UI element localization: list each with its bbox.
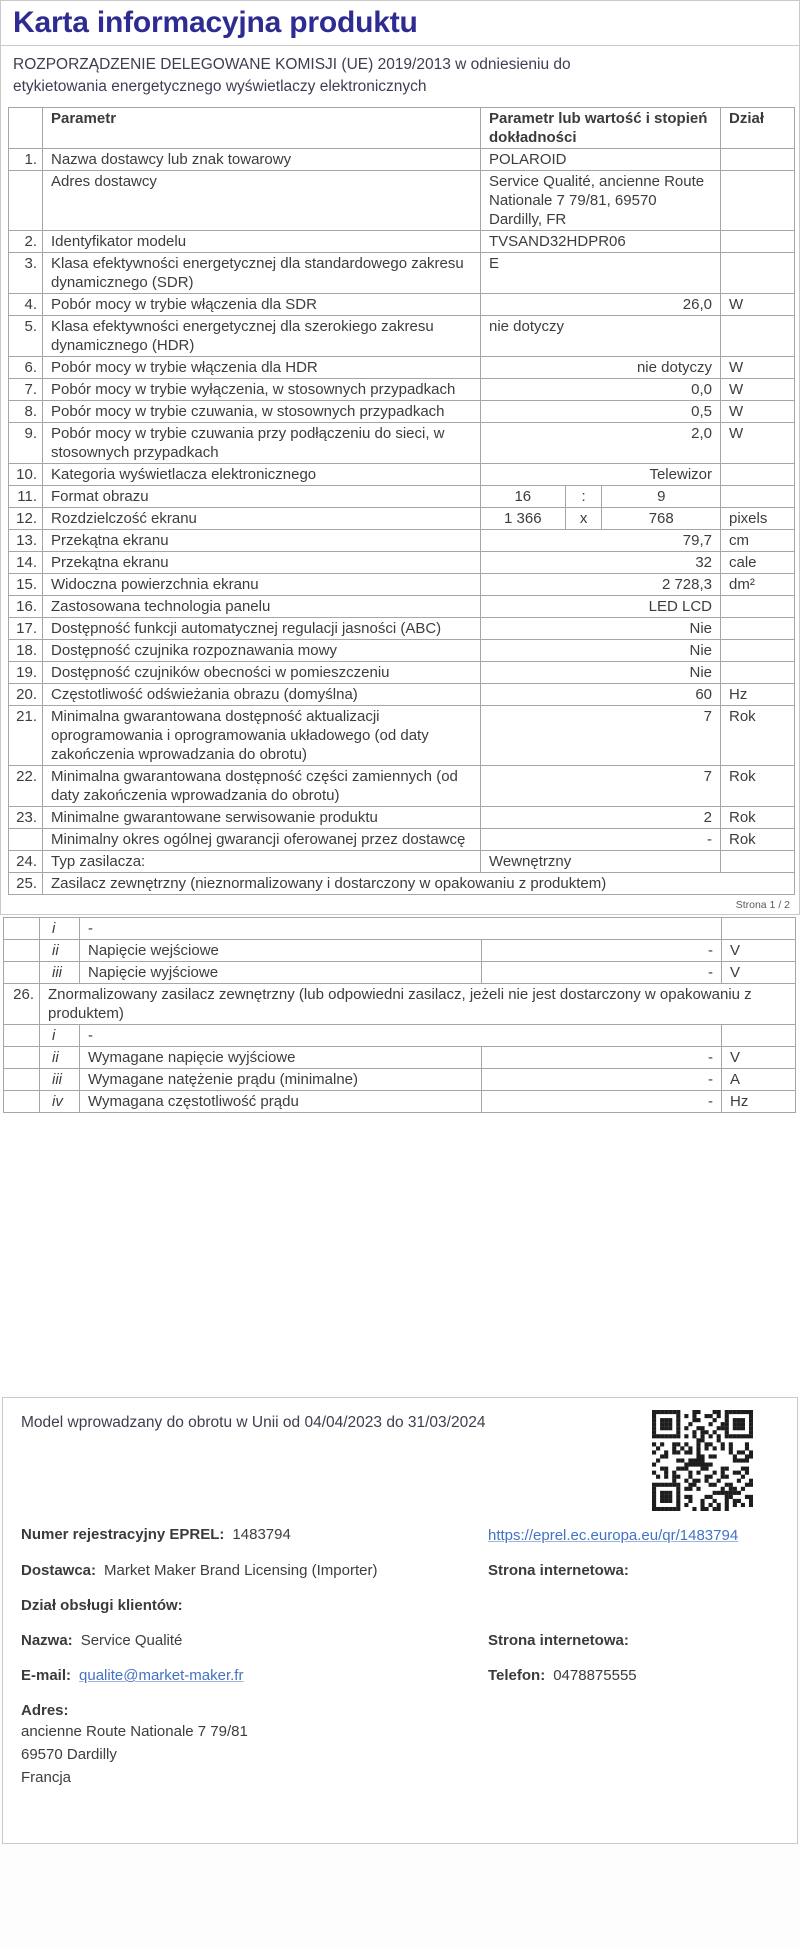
row-value: 32 — [481, 552, 721, 574]
row-number: 20. — [9, 684, 43, 706]
row-value: 7 — [481, 766, 721, 807]
row-subindex: ii — [40, 1047, 80, 1069]
parameters-table — [8, 107, 795, 895]
row-parameter: Wymagane natężenie prądu (minimalne) — [80, 1069, 482, 1091]
row-unit: cale — [721, 552, 795, 574]
table-row — [4, 984, 796, 1025]
eprel-label: Numer rejestracyjny EPREL: — [21, 1526, 225, 1543]
row-unit: Rok — [721, 807, 795, 829]
table-header-row — [9, 108, 795, 149]
row-number — [4, 962, 40, 984]
row-number: 11. — [9, 486, 43, 508]
row-number: 16. — [9, 596, 43, 618]
row-number: 13. — [9, 530, 43, 552]
row-number: 14. — [9, 552, 43, 574]
row-unit: W — [721, 423, 795, 464]
row-unit: Rok — [721, 829, 795, 851]
row-parameter: Przekątna ekranu — [43, 530, 481, 552]
table-row — [4, 918, 796, 940]
row-unit: A — [722, 1069, 796, 1091]
row-number: 4. — [9, 294, 43, 316]
table-row — [9, 851, 795, 873]
row-parameter: Minimalny okres ogólnej gwarancji oferowanej przez dostawcę — [43, 829, 481, 851]
row-number: 6. — [9, 357, 43, 379]
row-unit — [721, 171, 795, 231]
row-subvalue: 9 — [601, 486, 720, 507]
row-parameter: - — [80, 918, 722, 940]
row-value: 79,7 — [481, 530, 721, 552]
table-row — [9, 423, 795, 464]
header-parameter: Parametr — [43, 108, 481, 149]
row-unit: W — [721, 357, 795, 379]
footer-box — [2, 1397, 798, 1844]
row-subvalue: 16 — [514, 488, 532, 505]
row-number: 5. — [9, 316, 43, 357]
table-row — [9, 596, 795, 618]
row-number: 3. — [9, 253, 43, 294]
row-parameter: Adres dostawcy — [43, 171, 481, 231]
table-row — [4, 1047, 796, 1069]
row-number — [4, 1025, 40, 1047]
row-number — [4, 1069, 40, 1091]
row-unit — [722, 1025, 796, 1047]
row-unit: V — [722, 1047, 796, 1069]
customer-service-label: Dział obsługi klientów: — [21, 1597, 183, 1614]
row-value: - — [482, 1091, 722, 1113]
row-unit: V — [722, 962, 796, 984]
row-value: 0,5 — [481, 401, 721, 423]
row-number: 7. — [9, 379, 43, 401]
table-row — [9, 149, 795, 171]
row-value: Nie — [481, 640, 721, 662]
row-number: 12. — [9, 508, 43, 530]
eprel-row — [21, 1524, 779, 1547]
row-unit — [721, 662, 795, 684]
row-number: 8. — [9, 401, 43, 423]
table-row — [9, 357, 795, 379]
table-row — [9, 530, 795, 552]
row-parameter: Nazwa dostawcy lub znak towarowy — [43, 149, 481, 171]
row-parameter: Kategoria wyświetlacza elektronicznego — [43, 464, 481, 486]
row-parameter: Pobór mocy w trybie wyłączenia, w stosownych przypadkach — [43, 379, 481, 401]
address-line: 69570 Dardilly — [21, 1746, 117, 1763]
table-row — [4, 1025, 796, 1047]
table-row — [9, 316, 795, 357]
product-fiche-page-1 — [0, 0, 800, 915]
row-subindex: iv — [40, 1091, 80, 1113]
row-unit: W — [721, 294, 795, 316]
row-parameter: Klasa efektywności energetycznej dla szerokiego zakresu dynamicznego (HDR) — [43, 316, 481, 357]
regulation-subtitle: ROZPORZĄDZENIE DELEGOWANE KOMISJI (UE) 2019/2013 w odniesieniu do etykietowania energetycznego wyświetlaczy elektronicznych — [13, 56, 571, 95]
row-parameter: Napięcie wejściowe — [80, 940, 482, 962]
row-value: 60 — [481, 684, 721, 706]
row-value: 0,0 — [481, 379, 721, 401]
name-row — [21, 1630, 779, 1652]
row-value: Wewnętrzny — [481, 851, 721, 873]
table-row — [9, 552, 795, 574]
row-unit — [721, 316, 795, 357]
row-subindex: i — [40, 1025, 80, 1047]
row-number: 19. — [9, 662, 43, 684]
table-row — [9, 464, 795, 486]
row-parameter: Dostępność czujnika rozpoznawania mowy — [43, 640, 481, 662]
row-number — [4, 1091, 40, 1113]
row-subindex: iii — [40, 962, 80, 984]
row-parameter: Zastosowana technologia panelu — [43, 596, 481, 618]
row-parameter: Częstotliwość odświeżania obrazu (domyślna) — [43, 684, 481, 706]
row-value: LED LCD — [481, 596, 721, 618]
row-value: - — [481, 829, 721, 851]
header-value: Parametr lub wartość i stopień dokładności — [481, 108, 721, 149]
address-line: Francja — [21, 1769, 72, 1786]
row-number — [4, 918, 40, 940]
contact-section — [21, 1524, 779, 1789]
row-subindex: i — [40, 918, 80, 940]
row-unit: V — [722, 940, 796, 962]
row-subvalue: x — [565, 508, 602, 529]
table-row — [4, 1069, 796, 1091]
row-parameter: Minimalna gwarantowana dostępność aktualizacji oprogramowania i oprogramowania układowego (od daty zakończenia wprowadzania do obrotu) — [43, 706, 481, 766]
table-row — [9, 171, 795, 231]
table-row — [9, 662, 795, 684]
table-row — [9, 231, 795, 253]
row-parameter: Wymagana częstotliwość prądu — [80, 1091, 482, 1113]
row-unit: dm² — [721, 574, 795, 596]
page-indicator: Strona 1 / 2 — [735, 899, 790, 911]
row-unit: Rok — [721, 766, 795, 807]
table-row — [9, 807, 795, 829]
table-row — [9, 684, 795, 706]
email-label: E-mail: — [21, 1667, 72, 1684]
email-row — [21, 1665, 779, 1687]
row-unit: cm — [721, 530, 795, 552]
row-value: 2 728,3 — [481, 574, 721, 596]
row-parameter: Widoczna powierzchnia ekranu — [43, 574, 481, 596]
row-subvalue: 1 366 — [504, 510, 542, 527]
row-value: - — [482, 962, 722, 984]
row-number: 26. — [4, 984, 40, 1025]
row-number: 22. — [9, 766, 43, 807]
row-subindex: ii — [40, 940, 80, 962]
row-unit — [721, 464, 795, 486]
eprel-number: 1483794 — [232, 1526, 291, 1543]
table-row — [9, 829, 795, 851]
page-title: Karta informacyjna produktu — [1, 1, 799, 46]
row-parameter: Minimalna gwarantowana dostępność części zamiennych (od daty zakończenia wprowadzania do obrotu) — [43, 766, 481, 807]
row-unit — [721, 596, 795, 618]
table-row — [9, 294, 795, 316]
table-row — [9, 706, 795, 766]
row-unit: pixels — [721, 508, 795, 530]
row-parameter: Zasilacz zewnętrzny (nieznormalizowany i dostarczony w opakowaniu z produktem) — [43, 873, 795, 895]
row-unit — [721, 486, 795, 508]
row-number: 17. — [9, 618, 43, 640]
header-number-cell — [9, 108, 43, 149]
row-parameter: Klasa efektywności energetycznej dla standardowego zakresu dynamicznego (SDR) — [43, 253, 481, 294]
row-number: 25. — [9, 873, 43, 895]
table-row — [9, 253, 795, 294]
row-value: Telewizor — [481, 464, 721, 486]
header-unit: Dział — [721, 108, 795, 149]
row-subvalue: 768 — [601, 508, 720, 529]
row-unit: Hz — [722, 1091, 796, 1113]
row-unit: Rok — [721, 706, 795, 766]
row-number — [4, 1047, 40, 1069]
row-unit — [721, 618, 795, 640]
row-value: 2 — [481, 807, 721, 829]
row-number: 23. — [9, 807, 43, 829]
table-row — [4, 1091, 796, 1113]
table-row — [9, 618, 795, 640]
table-row — [9, 873, 795, 895]
row-number: 24. — [9, 851, 43, 873]
row-unit: Hz — [721, 684, 795, 706]
supplier-value: Market Maker Brand Licensing (Importer) — [104, 1562, 378, 1579]
row-value: POLAROID — [481, 149, 721, 171]
row-value: 26,0 — [481, 294, 721, 316]
name-label: Nazwa: — [21, 1632, 73, 1649]
row-value: - — [482, 1069, 722, 1091]
page-gap — [0, 1113, 800, 1391]
address-block — [21, 1720, 779, 1789]
address-label: Adres: — [21, 1702, 69, 1719]
name-value: Service Qualité — [80, 1632, 183, 1649]
row-parameter: Pobór mocy w trybie włączenia dla SDR — [43, 294, 481, 316]
table-row — [9, 766, 795, 807]
row-parameter: Format obrazu — [43, 486, 481, 508]
row-subindex: iii — [40, 1069, 80, 1091]
row-parameter: Identyfikator modelu — [43, 231, 481, 253]
row-number: 10. — [9, 464, 43, 486]
row-unit — [721, 851, 795, 873]
row-value: Service Qualité, ancienne Route Nationale 7 79/81, 69570 Dardilly, FR — [481, 171, 721, 231]
customer-service-row — [21, 1595, 779, 1617]
row-number: 2. — [9, 231, 43, 253]
row-parameter: - — [80, 1025, 722, 1047]
table-row — [4, 940, 796, 962]
row-parameter: Dostępność funkcji automatycznej regulacji jasności (ABC) — [43, 618, 481, 640]
address-row — [21, 1700, 779, 1722]
row-number: 9. — [9, 423, 43, 464]
row-unit — [721, 253, 795, 294]
row-number: 18. — [9, 640, 43, 662]
row-value: nie dotyczy — [481, 316, 721, 357]
row-parameter: Pobór mocy w trybie czuwania przy podłączeniu do sieci, w stosownych przypadkach — [43, 423, 481, 464]
row-parameter: Wymagane napięcie wyjściowe — [80, 1047, 482, 1069]
qr-code — [652, 1410, 753, 1511]
continuation-table — [3, 917, 796, 1113]
row-parameter: Pobór mocy w trybie włączenia dla HDR — [43, 357, 481, 379]
row-parameter: Dostępność czujników obecności w pomieszczeniu — [43, 662, 481, 684]
supplier-row — [21, 1560, 779, 1582]
row-parameter: Pobór mocy w trybie czuwania, w stosownych przypadkach — [43, 401, 481, 423]
row-parameter: Napięcie wyjściowe — [80, 962, 482, 984]
website-label: Strona internetowa: — [488, 1562, 629, 1579]
row-unit — [722, 918, 796, 940]
row-value: E — [481, 253, 721, 294]
row-unit: W — [721, 401, 795, 423]
table-row — [9, 640, 795, 662]
table-row — [9, 508, 795, 530]
website-label: Strona internetowa: — [488, 1632, 629, 1649]
row-parameter: Typ zasilacza: — [43, 851, 481, 873]
model-period: Model wprowadzany do obrotu w Unii od 04/04/2023 do 31/03/2024 — [21, 1414, 486, 1431]
supplier-label: Dostawca: — [21, 1562, 97, 1579]
phone-value: 0478875555 — [553, 1667, 637, 1684]
row-number — [9, 171, 43, 231]
row-number: 1. — [9, 149, 43, 171]
address-line: ancienne Route Nationale 7 79/81 — [21, 1723, 248, 1740]
row-parameter: Znormalizowany zasilacz zewnętrzny (lub odpowiedni zasilacz, jeżeli nie jest dostarczony w opakowaniu z produktem) — [40, 984, 796, 1025]
row-unit — [721, 149, 795, 171]
row-parameter: Rozdzielczość ekranu — [43, 508, 481, 530]
row-unit — [721, 640, 795, 662]
table-row — [9, 379, 795, 401]
row-unit: W — [721, 379, 795, 401]
table-row — [9, 401, 795, 423]
row-value: 2,0 — [481, 423, 721, 464]
row-value — [481, 486, 721, 508]
row-number — [9, 829, 43, 851]
row-value: TVSAND32HDPR06 — [481, 231, 721, 253]
email-link[interactable]: qualite@market-maker.fr — [79, 1667, 244, 1684]
row-number — [4, 940, 40, 962]
table-row — [9, 486, 795, 508]
row-value — [481, 508, 721, 530]
eprel-link[interactable]: https://eprel.ec.europa.eu/qr/1483794 — [488, 1527, 739, 1544]
phone-label: Telefon: — [488, 1667, 546, 1684]
row-parameter: Minimalne gwarantowane serwisowanie produktu — [43, 807, 481, 829]
row-value: nie dotyczy — [481, 357, 721, 379]
row-value: - — [482, 1047, 722, 1069]
row-number: 15. — [9, 574, 43, 596]
row-value: Nie — [481, 662, 721, 684]
row-value: 7 — [481, 706, 721, 766]
row-subvalue: : — [565, 486, 602, 507]
row-number: 21. — [9, 706, 43, 766]
row-value: - — [482, 940, 722, 962]
table-row — [4, 962, 796, 984]
row-unit — [721, 231, 795, 253]
row-value: Nie — [481, 618, 721, 640]
row-parameter: Przekątna ekranu — [43, 552, 481, 574]
table-row — [9, 574, 795, 596]
